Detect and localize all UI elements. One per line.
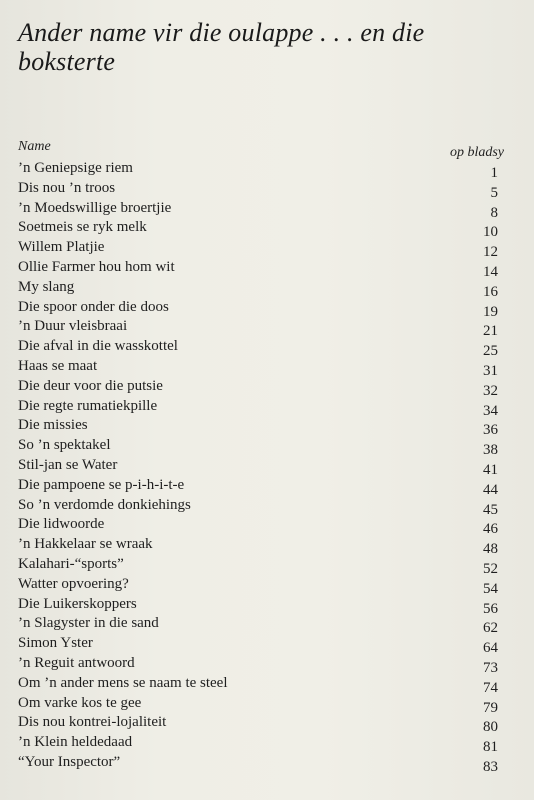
- entry-page-number: 52: [483, 560, 498, 577]
- name-column-header: Name: [18, 139, 51, 154]
- entry-title: ’n Duur vleisbraai: [18, 318, 128, 335]
- entry-title: Die missies: [18, 417, 88, 434]
- entry-title: Watter opvoering?: [18, 575, 129, 592]
- entry-page-number: 12: [483, 244, 498, 261]
- table-header: [18, 139, 504, 159]
- entry-title: Om ’n ander mens se naam te steel: [18, 674, 228, 691]
- list-item: [18, 357, 504, 377]
- list-item: [18, 278, 504, 298]
- entry-page-number: 25: [483, 343, 498, 360]
- entry-page-number: 54: [483, 580, 498, 597]
- list-item: [18, 713, 504, 736]
- entry-title: Die deur voor die putsie: [18, 377, 163, 394]
- list-item: [18, 535, 504, 558]
- list-item: [18, 694, 504, 714]
- entry-title: ’n Reguit antwoord: [18, 654, 135, 671]
- entry-title: Simon Yster: [18, 635, 93, 652]
- entry-page-number: 64: [483, 640, 498, 657]
- list-item: [18, 575, 504, 595]
- entry-page-number: 73: [483, 659, 498, 676]
- entry-title: Ollie Farmer hou hom wit: [18, 258, 175, 275]
- entry-page-number: 41: [483, 461, 498, 478]
- list-item: [18, 337, 504, 360]
- list-item: [18, 317, 504, 340]
- entry-page-number: 8: [490, 204, 498, 221]
- entry-page-number: 32: [483, 382, 498, 399]
- entry-title: Die regte rumatiekpille: [18, 397, 158, 414]
- entry-title: ’n Klein heldedaad: [18, 734, 133, 751]
- entry-page-number: 1: [490, 165, 498, 181]
- entry-title: “Your Inspector”: [18, 753, 121, 770]
- entry-title: So ’n spektakel: [18, 437, 111, 454]
- entry-title: Soetmeis se ryk melk: [18, 219, 147, 236]
- entry-page-number: 74: [483, 679, 498, 696]
- entry-title: Haas se maat: [18, 357, 98, 374]
- list-item: [18, 179, 504, 199]
- entry-title: Willem Platjie: [18, 239, 105, 256]
- entry-page-number: 10: [483, 224, 498, 241]
- entry-title: Dis nou kontrei-lojaliteit: [18, 714, 167, 731]
- entry-title: ’n Geniepsige riem: [18, 160, 133, 176]
- list-item: [18, 416, 504, 439]
- entry-page-number: 83: [483, 758, 498, 775]
- list-item: [18, 595, 504, 615]
- entry-page-number: 81: [483, 739, 498, 756]
- list-item: [18, 377, 504, 397]
- list-item: [18, 456, 504, 476]
- entry-title: So ’n verdomde donkiehings: [18, 496, 191, 513]
- entry-title: Die pampoene se p-i-h-i-t-e: [18, 476, 185, 493]
- entry-page-number: 34: [483, 402, 498, 419]
- entry-title: Kalahari-“sports”: [18, 555, 124, 572]
- entry-page-number: 36: [483, 422, 498, 439]
- list-item: [18, 199, 504, 219]
- list-item: [18, 238, 504, 261]
- list-item: [18, 753, 504, 773]
- list-item: [18, 397, 504, 417]
- entry-title: ’n Moedswillige broertjie: [18, 199, 172, 216]
- list-item: [18, 298, 504, 318]
- list-item: [18, 476, 504, 496]
- entry-page-number: 79: [483, 699, 498, 716]
- list-item: [18, 515, 504, 538]
- entry-title: Die lidwoorde: [18, 516, 105, 533]
- page-title: Ander name vir die oulappe . . . en die boksterte: [18, 18, 425, 76]
- entry-page-number: 46: [483, 521, 498, 538]
- entry-page-number: 48: [483, 541, 498, 558]
- list-item: [18, 634, 504, 657]
- list-item: [18, 654, 504, 674]
- list-item: [18, 159, 504, 179]
- entry-title: My slang: [18, 278, 75, 295]
- list-item: [18, 496, 504, 516]
- list-item: [18, 555, 504, 575]
- contents-list: [18, 159, 504, 773]
- list-item: [18, 674, 504, 694]
- entry-page-number: 31: [483, 362, 498, 379]
- entry-page-number: 38: [483, 442, 498, 459]
- entry-page-number: 45: [483, 501, 498, 518]
- entry-page-number: 56: [483, 600, 498, 617]
- list-item: [18, 258, 504, 278]
- page-column-header: op bladsy: [449, 145, 504, 160]
- entry-page-number: 5: [490, 184, 498, 201]
- entry-title: Die Luikerskoppers: [18, 595, 137, 612]
- entry-page-number: 80: [483, 719, 498, 736]
- list-item: [18, 218, 504, 241]
- entry-page-number: 14: [483, 263, 498, 280]
- list-item: [18, 733, 504, 756]
- entry-title: Dis nou ’n troos: [18, 179, 116, 196]
- entry-page-number: 19: [483, 303, 498, 320]
- list-item: [18, 436, 504, 459]
- list-item: [18, 614, 504, 637]
- entry-title: ’n Hakkelaar se wraak: [18, 536, 153, 553]
- entry-page-number: 44: [483, 481, 498, 498]
- entry-page-number: 16: [483, 283, 498, 300]
- entry-title: Om varke kos te gee: [18, 694, 142, 711]
- entry-title: Stil-jan se Water: [18, 456, 118, 473]
- entry-title: Die spoor onder die doos: [18, 298, 169, 315]
- entry-page-number: 62: [483, 620, 498, 637]
- entry-title: Die afval in die wasskottel: [18, 338, 178, 355]
- entry-page-number: 21: [483, 323, 498, 340]
- entry-title: ’n Slagyster in die sand: [18, 615, 159, 632]
